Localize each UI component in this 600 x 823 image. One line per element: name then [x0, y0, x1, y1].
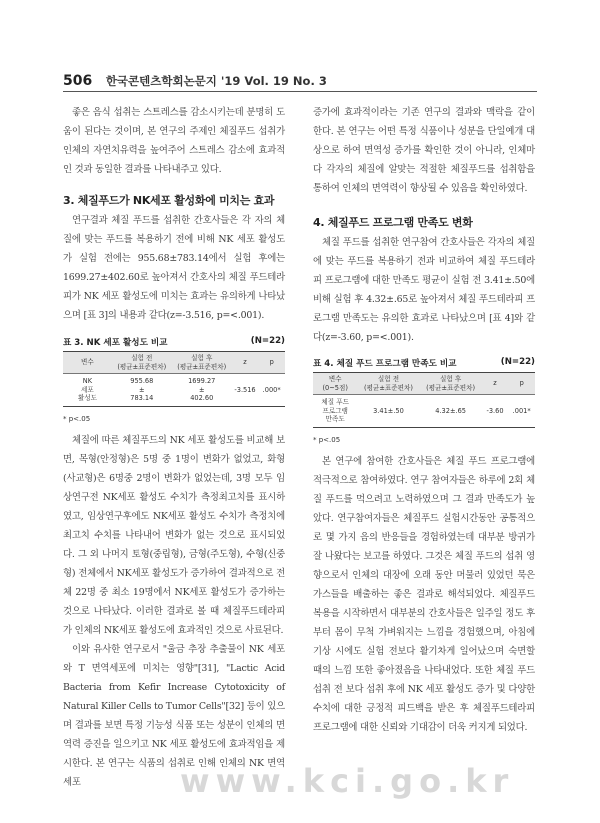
left-paragraph-4: 이와 유사한 연구로서 "울금 추장 추출물이 NK 세포와 T 면역세포에 미치는 영향"[31], "Lactic Acid Bacteria from Kefir Increase Cytotoxicity of Natural Killer Cells to Tumor Cells"[32] 등이 있으며 결과를 보면 특정 기능성 식품 또는 성분이 인체의 면역력 증진을 일으키고 NK 세포 활성도에 효과적임을 제시한다. 본 연구는 식품의 섭취로 인해 인체의 NK 면역세포	[63, 643, 285, 788]
table-4-n: (N=22)	[500, 357, 535, 367]
table-4-header-row	[313, 373, 535, 395]
table-4	[313, 372, 535, 428]
table-4-title: 표 4. 체질 푸드 프로그램 만족도 비교	[313, 359, 457, 369]
table-4-header-var: 변수 (0~5점)	[313, 373, 357, 395]
right-paragraph-3: 본 연구에 참여한 간호사들은 체질 푸드 프로그램에 적극적으로 참여하였다. 연구 참여자들은 하루에 2회 체질 푸드를 먹으려고 노력하였으며 그 결과 만족도가 높았다. 연구참여자들은 체질푸드 실험시간동안 공통적으로 몇 가지 음의 반응들을 경험하였는데 대부분 방귀가 잘 나왔다는 보고를 하였다. 그것은 체질 푸드의 섭취 영향으로서 인체의 대장에 오래 동안 머물러 있었던 묵은 가스들을 배출하는 좋은 결과로 해석되었다. 체질푸드 복용을 시작하면서 대부분의 간호사들은 일주일 정도 후부터 몸이 무척 가벼워지는 느낌을 경험했으며, 아침에 기상 시에도 실험 전보다 활기차게 일어났으며 숙면할 때의 느낌 또한 좋아졌음을 나타내었다. 또한 체질 푸드 섭취 전 보다 섭취 후에 NK 세포 활성도 증가 및 다양한 수치에 대한 긍정적 피드백을 받은 후 체질푸드테라피 프로그램에 대한 신뢰와 기대감이 더욱 커지게 되었다.	[313, 455, 535, 733]
header-rule	[63, 91, 537, 92]
watermark: www.kci.go.kr	[180, 762, 515, 800]
journal-title: 한국콘텐츠학회논문지 '19 Vol. 19 No. 3	[105, 74, 327, 88]
table-3-n: (N=22)	[250, 336, 285, 346]
right-column	[313, 103, 535, 737]
table-row	[63, 374, 285, 407]
table-3-cell-before: 955.68 ± 783.14	[112, 374, 172, 407]
table-3-header-before	[112, 352, 172, 374]
table-4-cell-after: 4.32±.65	[420, 395, 482, 428]
table-3-title: 표 3. NK 세포 활성도 비교	[63, 338, 168, 348]
left-paragraph-3: 체질에 따른 체질푸드의 NK 세포 활성도를 비교해 보면, 목형(안정형)은 5명 중 1명이 변화가 없었고, 화형(사교형)은 6명중 2명이 변화가 없었는데, 3명 모두 임상연구전 NK세포 활성도 수치가 측정최고치를 표시하였고, 임상연구후에도 NK세포 활성도 수치가 측정치에 최고치 수치를 나타내어 변화가 없는 것으로 표시되었다. 그 외 나머지 토형(중립형), 금형(주도형), 수형(신중형) 전체에서 NK세포 활성도가 증가하여 결과적으로 전체 22명 중 최소 19명에서 NK세포 활성도가 증가하는 것으로 나타났다. 이러한 결과로 볼 때 체질푸드테라피가 인체의 NK세포 활성도에 효과적인 것으로 사료된다.	[63, 434, 285, 636]
table-4-cell-z: -3.60	[482, 395, 509, 428]
table-4-caption	[313, 357, 535, 369]
table-3-header-var	[63, 352, 112, 374]
table-3-header-after-text: 실험 후 (평균±표준편차)	[177, 354, 227, 371]
table-3-header-z	[232, 352, 259, 374]
table-3-header-p	[258, 352, 285, 374]
table-4-cell-var: 체질 푸드 프로그램 만족도	[313, 395, 357, 428]
section-3-heading: 3. 체질푸드가 NK세포 활성화에 미치는 효과	[63, 194, 275, 207]
table-3-header-row	[63, 352, 285, 374]
page-number: 506	[63, 73, 93, 89]
table-4-header-p: p	[508, 373, 535, 395]
table-3-header-var-text: 변수	[81, 358, 94, 367]
table-4-note: * p<.05	[313, 435, 341, 444]
table-3-header-z-text: z	[243, 358, 247, 367]
table-3-note: * p<.05	[63, 414, 91, 423]
table-3-cell-var: NK 세포 활성도	[63, 374, 112, 407]
table-row	[313, 395, 535, 428]
table-3-cell-z: -3.516	[232, 374, 259, 407]
left-column	[63, 103, 285, 792]
table-3-cell-after: 1699.27 ± 402.60	[172, 374, 232, 407]
right-paragraph-1: 증가에 효과적이라는 기존 연구의 결과와 맥락을 같이 한다. 본 연구는 어떤 특정 식품이나 성분을 단일예개 대상으로 하여 면역성 증가를 확인한 것이 아니라, 인체마다 각자의 체질에 알맞는 적절한 체질푸드를 섭취함을 통하여 인체의 면역력이 향상될 수 있음을 확인하였다.	[313, 107, 535, 194]
table-4-header-after: 실험 후 (평균±표준편차)	[420, 373, 482, 395]
section-4-heading: 4. 체질푸드 프로그램 만족도 변화	[313, 216, 473, 229]
table-3	[63, 351, 285, 407]
right-paragraph-2: 체질 푸드를 섭취한 연구참여 간호사들은 각자의 체질에 맞는 푸드를 복용하기 전과 비교하여 체질 푸드테라피 프로그램에 대한 만족도 평균이 실험 전 3.41±.50에 비해 실험 후 4.32±.65로 높아져서 체질 푸드테라피 프로그램 만족도는 유의한 효과로 나타났으며 [표 4]와 같다(z=-3.60, p=<.001).	[313, 237, 535, 343]
table-3-header-before-text: 실험 전 (평균±표준편차)	[117, 354, 167, 371]
left-paragraph-1: 좋은 음식 섭취는 스트레스를 감소시키는데 분명히 도움이 된다는 것이며, 본 연구의 주제인 체질푸드 섭취가 인체의 자연치유력을 높여주어 스트레스 감소에 효과적인 것과 동일한 결과를 나타내주고 있다.	[63, 107, 285, 175]
left-paragraph-2: 연구결과 체질 푸드를 섭취한 간호사들은 각 자의 체질에 맞는 푸드를 복용하기 전에 비해 NK 세포 활성도가 실험 전에는 955.68±783.14에서 실험 후에는 1699.27±402.60로 높아져서 간호사의 체질 푸드테라피가 NK 세포 활성도에 미치는 효과는 유의하게 나타났으며 [표 3]의 내용과 같다(z=-3.516, p=<.001).	[63, 215, 285, 321]
page-header	[63, 70, 537, 92]
table-3-caption	[63, 336, 285, 348]
table-3-header-p-text: p	[269, 358, 274, 367]
table-4-header-before: 실험 전 (평균±표준편차)	[357, 373, 419, 395]
table-3-header-after	[172, 352, 232, 374]
table-4-cell-before: 3.41±.50	[357, 395, 419, 428]
table-4-cell-p: .001*	[508, 395, 535, 428]
table-4-header-z: z	[482, 373, 509, 395]
table-3-cell-p: .000*	[258, 374, 285, 407]
